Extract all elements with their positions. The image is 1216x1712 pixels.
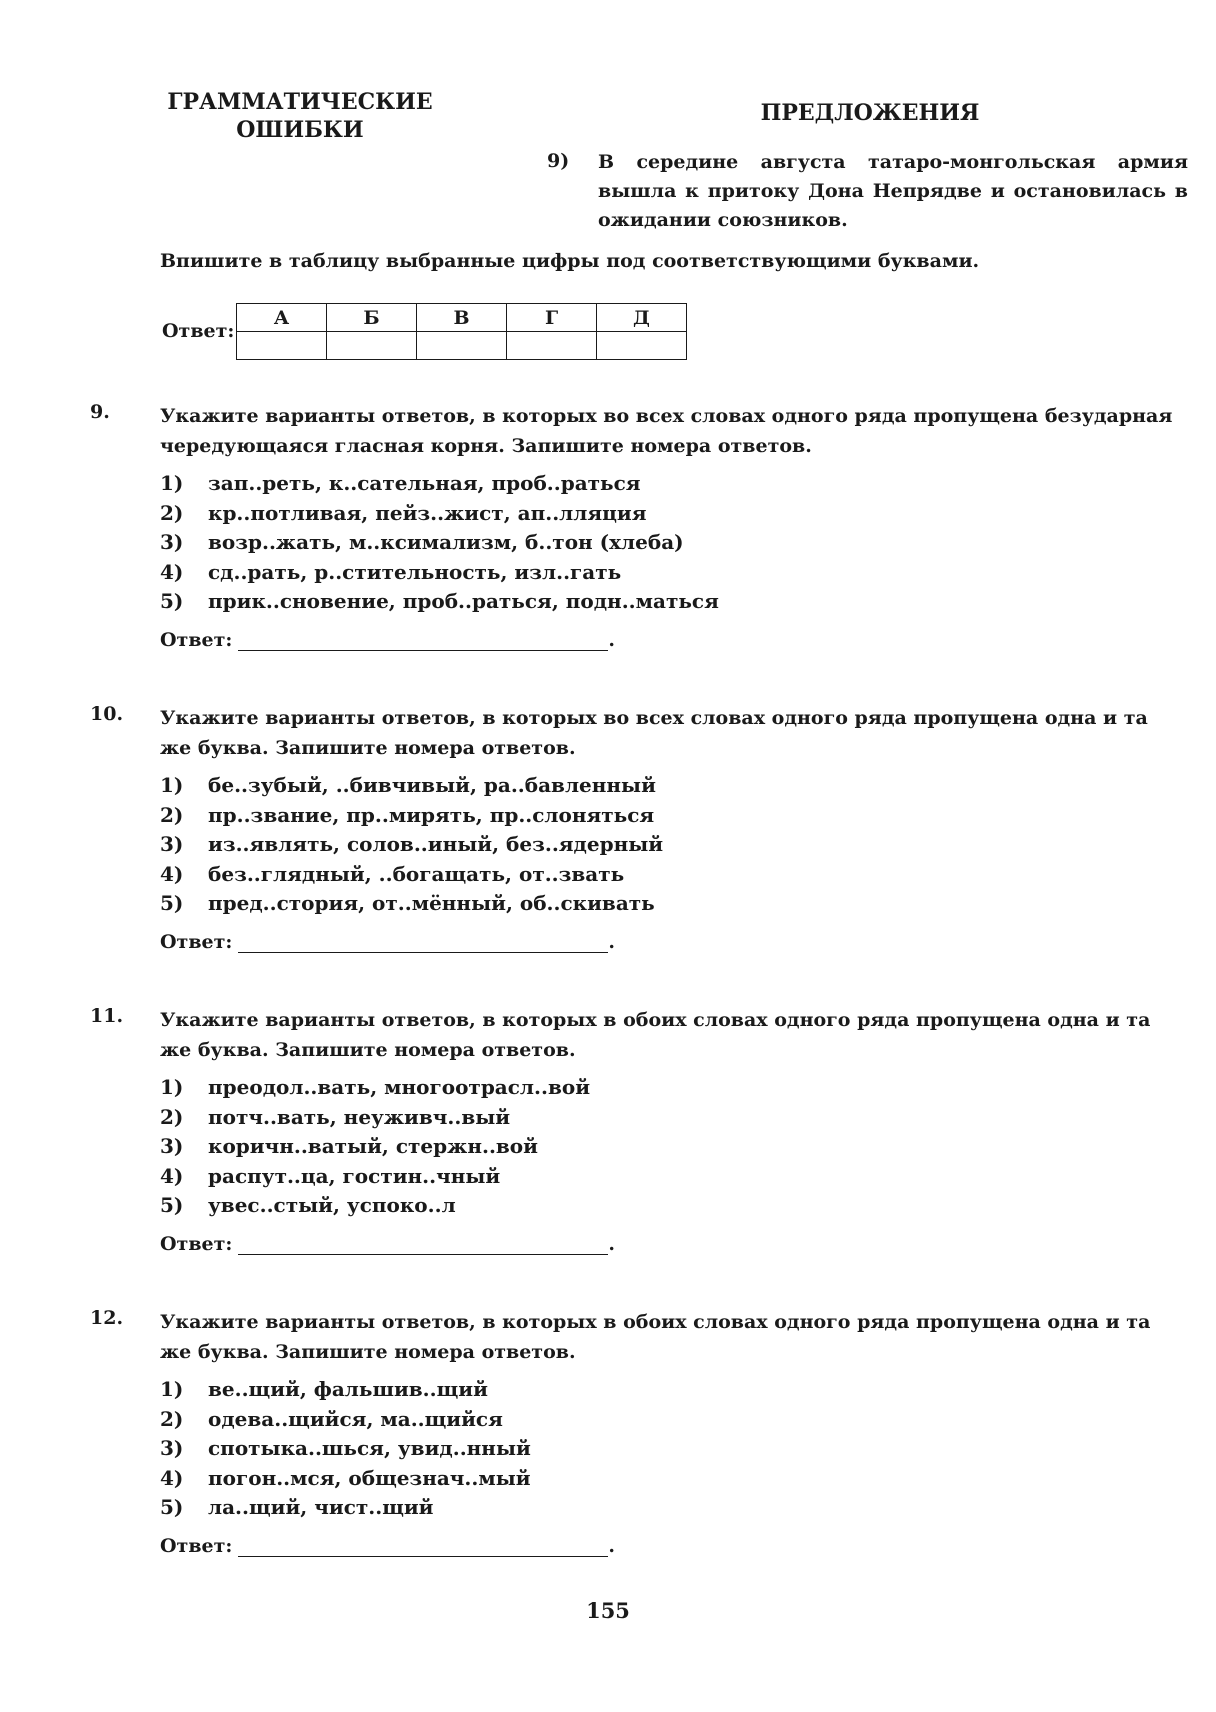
answer-blank[interactable] <box>238 932 608 953</box>
task-number: 11. <box>90 1005 124 1027</box>
option-item: 4) погон..мся, общезнач..мый <box>160 1465 531 1490</box>
option-item: 3) спотыка..шься, увид..нный <box>160 1436 531 1460</box>
answer-table-cell[interactable] <box>237 332 327 360</box>
answer-table-header: Б <box>327 304 417 332</box>
answer-table-label: Ответ: <box>162 320 235 342</box>
answer-line: Ответ: . <box>160 1233 616 1255</box>
page-number: 155 <box>586 1598 630 1623</box>
option-list <box>160 471 719 619</box>
answer-table-header: Г <box>507 304 597 332</box>
option-list <box>160 1377 531 1525</box>
option-item: 3) коричн..ватый, стержн..вой <box>160 1134 538 1158</box>
option-item: 3) из..являть, солов..иный, без..ядерный <box>160 832 664 856</box>
table-instruction: Впишите в таблицу выбранные цифры под соответствующими буквами. <box>160 250 980 272</box>
option-item: 4) сд..рать, р..стительность, изл..гать <box>160 559 622 584</box>
option-list <box>160 773 663 921</box>
option-item: 2) потч..вать, неуживч..вый <box>160 1104 511 1129</box>
option-item: 5) прик..сновение, проб..раться, подн..маться <box>160 589 719 613</box>
option-item: 2) пр..звание, пр..мирять, пр..слоняться <box>160 802 655 827</box>
task-prompt: Укажите варианты ответов, в которых во всех словах одного ряда пропущена безударная чередующаяся гласная корня. Запишите номера ответов. <box>160 405 1173 457</box>
task-prompt: Укажите варианты ответов, в которых во всех словах одного ряда пропущена одна и та же буква. Запишите номера ответов. <box>160 707 1148 759</box>
section-title-grammar-errors: ГРАММАТИЧЕСКИЕ ОШИБКИ <box>167 89 433 143</box>
answer-blank[interactable] <box>238 630 608 651</box>
option-item: 2) одева..щийся, ма..щийся <box>160 1406 503 1431</box>
answer-table-header: В <box>417 304 507 332</box>
option-item: 5) ла..щий, чист..щий <box>160 1495 434 1519</box>
answer-line: Ответ: . <box>160 931 616 953</box>
answer-table-cell[interactable] <box>597 332 687 360</box>
task-number: 9. <box>90 401 110 423</box>
task-prompt: Укажите варианты ответов, в которых в обоих словах одного ряда пропущена одна и та же буква. Запишите номера ответов. <box>160 1009 1151 1061</box>
carryover-sentence-number: 9) <box>547 150 570 172</box>
answer-table-cell[interactable] <box>327 332 417 360</box>
option-item: 4) распут..ца, гостин..чный <box>160 1163 501 1188</box>
option-item: 1) преодол..вать, многоотрасл..вой <box>160 1075 591 1099</box>
answer-table <box>236 303 687 360</box>
section-title-sentences: ПРЕДЛОЖЕНИЯ <box>760 100 980 126</box>
answer-table-header: Д <box>597 304 687 332</box>
carryover-sentence-text: В середине августа татаро-монгольская армия вышла к притоку Дона Непрядве и остановилась в ожидании союзников. <box>598 151 1188 231</box>
answer-table-cell[interactable] <box>417 332 507 360</box>
answer-blank[interactable] <box>238 1536 608 1557</box>
task-number: 12. <box>90 1307 124 1329</box>
option-item: 1) зап..реть, к..сательная, проб..раться <box>160 471 641 495</box>
answer-blank[interactable] <box>238 1234 608 1255</box>
option-item: 5) пред..стория, от..мённый, об..скивать <box>160 891 655 915</box>
answer-line: Ответ: . <box>160 1535 616 1557</box>
option-item: 1) бе..зубый, ..бивчивый, ра..бавленный <box>160 773 656 797</box>
answer-line: Ответ: . <box>160 629 616 651</box>
task-prompt: Укажите варианты ответов, в которых в обоих словах одного ряда пропущена одна и та же буква. Запишите номера ответов. <box>160 1311 1151 1363</box>
answer-table-cell[interactable] <box>507 332 597 360</box>
option-list <box>160 1075 590 1223</box>
option-item: 5) увес..стый, успоко..л <box>160 1193 456 1217</box>
answer-table-header: А <box>237 304 327 332</box>
option-item: 3) возр..жать, м..ксимализм, б..тон (хлеба) <box>160 530 684 554</box>
option-item: 1) ве..щий, фальшив..щий <box>160 1377 488 1401</box>
task-number: 10. <box>90 703 124 725</box>
option-item: 4) без..глядный, ..богащать, от..звать <box>160 861 625 886</box>
option-item: 2) кр..потливая, пейз..жист, ап..лляция <box>160 500 647 525</box>
